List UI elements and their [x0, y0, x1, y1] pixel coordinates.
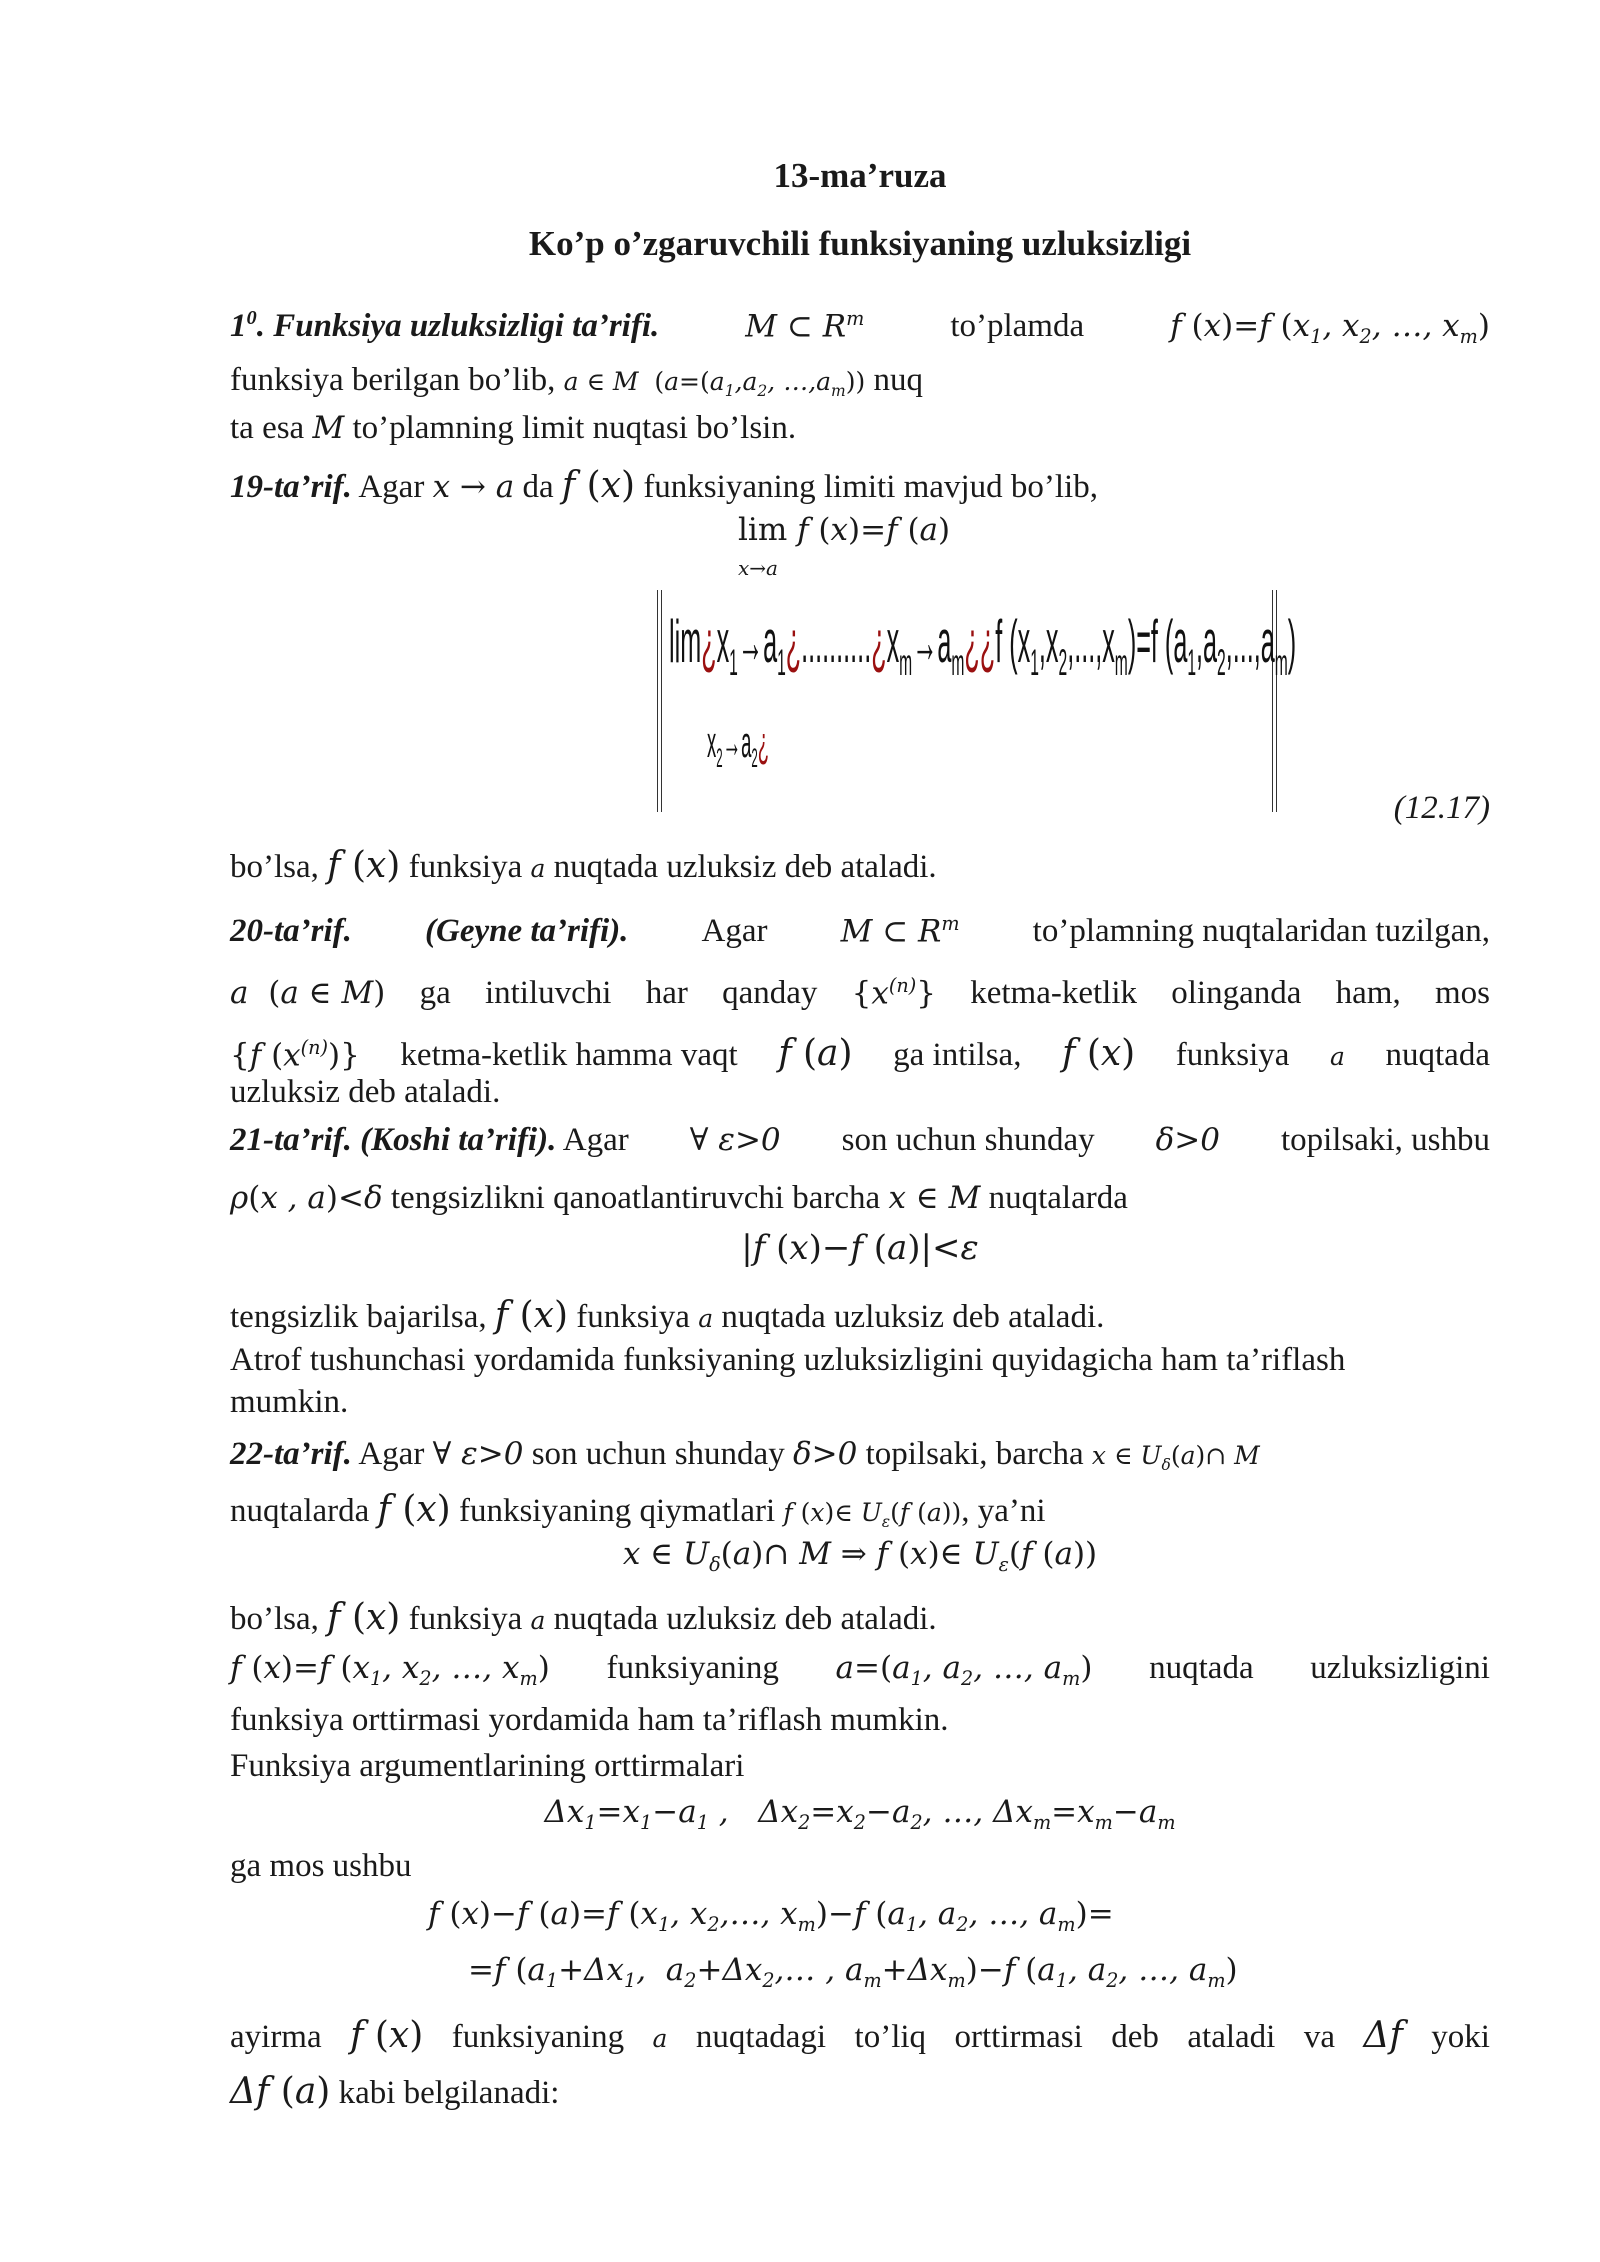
set-inclusion: M ⊂ $R^m$: [745, 306, 865, 344]
neighbourhood-implication: x ∈ $U_\delta(a)\cap$ M ⇒ f (x)∈ $U_\varepsilon(f$ (a)): [622, 1536, 1098, 1577]
increment-line3: Funksiya argumentlarining orttirmalari: [230, 1748, 745, 1784]
section1-line1: [230, 298, 1490, 357]
def19-line1: 19-ta’rif. Agar x → a da f (x) funksiyaning limiti mavjud bo’lib,: [230, 465, 1098, 506]
def20-label: 20-ta’rif.: [230, 913, 352, 950]
def19-label: 19-ta’rif.: [230, 469, 352, 505]
def20-line2: a (a ∈ M) ga intiluvchi har qanday $\{x^{(n)}\}$ ketma-ketlik olinganda ham, mos: [230, 974, 1490, 1012]
def21-line4: tengsizlik bajarilsa, f (x) funksiya a nuqtada uzluksiz deb ataladi.: [230, 1295, 1105, 1336]
function-definition: f (x)=f ($x_1$, $x_2$, …, $x_m$): [1170, 308, 1490, 349]
def20-line3: {f $(x^{(n)})$} ketma-ketlik hamma vaqt f (a) ga intilsa, f (x) funksiya a nuqtada: [230, 1033, 1490, 1075]
section1-line2: funksiya berilgan bo’lib, a ∈ M ($a=(a_1,a_2$, $\dots,a_m$)) nuq: [230, 362, 924, 400]
total-increment-line1: f (x)−f (a)=f ($x_1$, $x_2,\dots$, $x_m)-f$ ($a_1$, $a_2$, …, $a_m)=$: [428, 1896, 1114, 1937]
total-increment-line2: =f ($a_1+\Delta x_1$, $a_2+\Delta x_2,\dots$ , $a_m+\Delta x_m)-f$ ($a_1$, $a_2$, …, $a_m$): [468, 1952, 1238, 1993]
def22-label: 22-ta’rif.: [230, 1436, 352, 1472]
def21-label: 21-ta’rif.: [230, 1122, 352, 1158]
limit-formula: lim f (x)=f (a): [738, 512, 951, 548]
section-number: $1^0$: [230, 307, 257, 344]
set-word: to’plamda: [950, 308, 1085, 344]
def20-line1: 20-ta’rif. (Geyne ta’rifi). Agar M ⊂ $R^m$ to’plamning nuqtalaridan tuzilgan,: [230, 912, 1490, 950]
atrof-line1: Atrof tushunchasi yordamida funksiyaning uzluksizligini quyidagicha ham ta’riflash: [230, 1342, 1346, 1378]
atrof-line2: mumkin.: [230, 1384, 349, 1420]
page-title: Ko’p o’zgaruvchili funksiyaning uzluksizligi: [528, 224, 1192, 263]
def22-line1: 22-ta’rif. Agar ∀ ε>0 son uchun shunday δ>0 topilsaki, barcha x ∈ $U_\delta(a)\cap$ M: [230, 1436, 1260, 1474]
equation-number: (12.17): [1393, 790, 1490, 826]
cauchy-inequality: |f (x)−f (a)|<ε: [741, 1228, 979, 1268]
argument-increments: $\Delta x_1=x_1-a_1$ , $\Delta x_2=x_2-a_2$, …, $\Delta x_m=x_m-a_m$: [544, 1794, 1176, 1835]
def21-line2: ρ(x , a)<δ tengsizlikni qanoatlantiruvchi barcha x ∈ M nuqtalarda: [230, 1180, 1128, 1216]
increment-line5: ayirma f (x) funksiyaning a nuqtadagi to’liq orttirmasi deb ataladi va Δf yoki: [230, 2015, 1490, 2056]
def22-conclusion: bo’lsa, f (x) funksiya a nuqtada uzluksiz deb ataladi.: [230, 1597, 937, 1638]
expanded-limit-formula: $\lim¿x_1\to a_1¿..........¿x_m\to a_m¿¿f$ $(x_1,x_2,...,x_m)=f$ $(a_1,a_2,...,a_m)$ $x_2\to a_2¿$: [655, 582, 1280, 812]
def22-line2: nuqtalarda f (x) funksiyaning qiymatlari f (x)∈ $U_\varepsilon(f$ (a)), ya’ni: [230, 1489, 1046, 1531]
increment-line2: funksiya orttirmasi yordamida ham ta’riflash mumkin.: [230, 1702, 949, 1738]
lecture-number: 13-ma’ruza: [773, 156, 947, 195]
increment-line6: Δf (a) kabi belgilanadi:: [230, 2071, 560, 2112]
def21-line1: 21-ta’rif. (Koshi ta’rifi). Agar ∀ ε>0 son uchun shunday δ>0 topilsaki, ushbu: [230, 1122, 1490, 1158]
section1-line3: ta esa M to’plamning limit nuqtasi bo’lsin.: [230, 410, 797, 446]
increment-line4: ga mos ushbu: [230, 1848, 412, 1884]
limit-subscript: x→a: [738, 556, 778, 580]
def20-line4: uzluksiz deb ataladi.: [230, 1074, 501, 1110]
point-a: a ∈ M ($a=(a_1,a_2$, $\dots,a_m$)): [563, 367, 866, 400]
section-heading: . Funksiya uzluksizligi ta’rifi.: [256, 308, 660, 344]
def19-conclusion: bo’lsa, f (x) funksiya a nuqtada uzluksiz deb ataladi.: [230, 845, 937, 886]
increment-line1: f (x)=f ($x_1$, $x_2$, …, $x_m$) funksiyaning $a=(a_1$, $a_2$, …, $a_m$) nuqtada uzluksizligini: [230, 1650, 1490, 1691]
